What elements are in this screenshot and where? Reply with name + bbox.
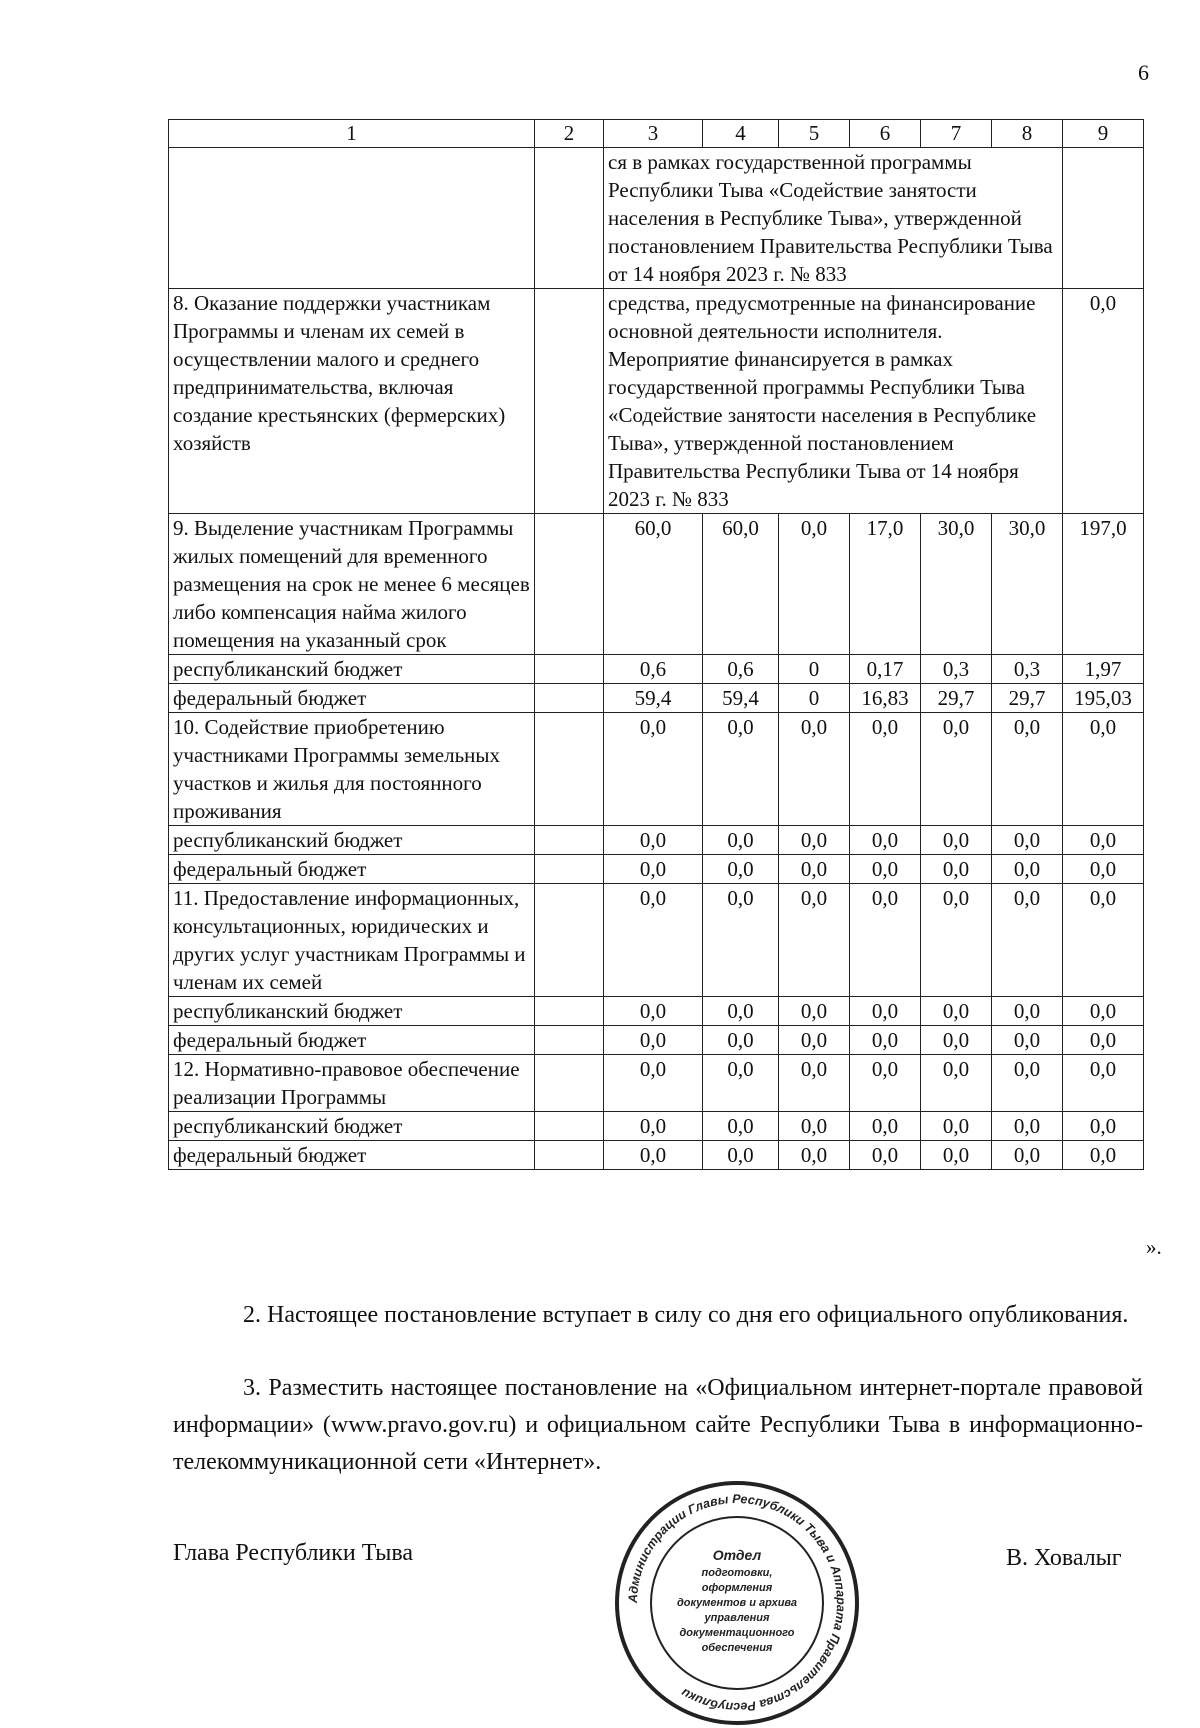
value-cell: 0,0: [921, 855, 992, 884]
data-rows: [169, 514, 1144, 1170]
seal-center-line: оформления: [701, 1582, 773, 1594]
row-label: 10. Содействие приобретению участниками Программы земельных участков и жилья для постоянного проживания: [169, 713, 535, 826]
table-row: [169, 1026, 1144, 1055]
header-cell: 9: [1063, 120, 1144, 148]
value-cell: 0,0: [921, 1055, 992, 1112]
official-seal: [612, 1478, 862, 1728]
value-cell: 0,0: [604, 1026, 703, 1055]
value-cell: 0,6: [604, 655, 703, 684]
value-cell: 0,0: [703, 997, 779, 1026]
value-cell: 0,0: [850, 855, 921, 884]
value-cell: 0,0: [703, 1141, 779, 1170]
total-cell: 0,0: [1063, 289, 1144, 514]
value-cell: 0,0: [921, 713, 992, 826]
table-row: [169, 655, 1144, 684]
header-cell: 2: [535, 120, 604, 148]
value-cell: 0,0: [921, 826, 992, 855]
row-label: республиканский бюджет: [169, 655, 535, 684]
row-label: республиканский бюджет: [169, 1112, 535, 1141]
value-cell: 0,0: [992, 855, 1063, 884]
header-cell: 7: [921, 120, 992, 148]
value-cell: 197,0: [1063, 514, 1144, 655]
value-cell: 0,0: [604, 713, 703, 826]
cell-col2: [535, 1141, 604, 1170]
value-cell: 29,7: [921, 684, 992, 713]
table-row: [169, 289, 1144, 514]
value-cell: 0,0: [850, 1026, 921, 1055]
value-cell: 0,0: [1063, 855, 1144, 884]
value-cell: 0,0: [850, 826, 921, 855]
financing-note: средства, предусмотренные на финансирование основной деятельности исполнителя. Мероприятие финансируется в рамках государственной программы Республики Тыва «Содействие занятости населения в Республике Тыва», утвержденной постановлением Правительства Республики Тыва от 14 ноября 2023 г. № 833: [604, 289, 1063, 514]
header-cell: 6: [850, 120, 921, 148]
value-cell: 0,0: [1063, 997, 1144, 1026]
value-cell: 0: [779, 684, 850, 713]
value-cell: 0,0: [1063, 1055, 1144, 1112]
value-cell: 0,0: [703, 1112, 779, 1141]
table-row: [169, 1112, 1144, 1141]
value-cell: 0,0: [992, 1141, 1063, 1170]
signature-name: В. Ховалыг: [1006, 1545, 1122, 1571]
value-cell: 0: [779, 655, 850, 684]
header-cell: 3: [604, 120, 703, 148]
row-label: [169, 148, 535, 289]
value-cell: 0,0: [921, 884, 992, 997]
value-cell: 0,0: [992, 1055, 1063, 1112]
table-row: [169, 1055, 1144, 1112]
cell-col2: [535, 289, 604, 514]
header-cell: 5: [779, 120, 850, 148]
value-cell: 0,0: [779, 1112, 850, 1141]
table-row: [169, 997, 1144, 1026]
cell-col2: [535, 826, 604, 855]
value-cell: 0,0: [604, 855, 703, 884]
table-row: [169, 1141, 1144, 1170]
table-row: [169, 884, 1144, 997]
value-cell: 0,0: [1063, 1026, 1144, 1055]
value-cell: 0,0: [992, 997, 1063, 1026]
cell-col2: [535, 1026, 604, 1055]
total-cell: [1063, 148, 1144, 289]
value-cell: 0,0: [703, 826, 779, 855]
value-cell: 0,0: [779, 855, 850, 884]
row-label: федеральный бюджет: [169, 1141, 535, 1170]
header-cell: 1: [169, 120, 535, 148]
budget-table: [168, 119, 1144, 1170]
value-cell: 0,0: [779, 1141, 850, 1170]
cell-col2: [535, 514, 604, 655]
value-cell: 0,0: [779, 713, 850, 826]
table-row: [169, 684, 1144, 713]
value-cell: 30,0: [992, 514, 1063, 655]
cell-col2: [535, 655, 604, 684]
table-row: [169, 855, 1144, 884]
value-cell: 0,0: [992, 1112, 1063, 1141]
value-cell: 0,0: [992, 1026, 1063, 1055]
table-row: [169, 713, 1144, 826]
row-label: 12. Нормативно-правовое обеспечение реализации Программы: [169, 1055, 535, 1112]
financing-note: ся в рамках государственной программы Республики Тыва «Содействие занятости населения в Республике Тыва», утвержденной постановлением Правительства Республики Тыва от 14 ноября 2023 г. № 833: [604, 148, 1063, 289]
value-cell: 59,4: [604, 684, 703, 713]
row-label: федеральный бюджет: [169, 1026, 535, 1055]
value-cell: 0,0: [850, 1055, 921, 1112]
value-cell: 195,03: [1063, 684, 1144, 713]
value-cell: 0,0: [1063, 1112, 1144, 1141]
row-label: 8. Оказание поддержки участникам Программы и членам их семей в осуществлении малого и среднего предпринимательства, включая создание крестьянских (фермерских) хозяйств: [169, 289, 535, 514]
paragraph-3-text: 3. Разместить настоящее постановление на «Официальном интернет-портале правовой информации» (www.pravo.gov.ru) и официальном сайте Республики Тыва в информационно-телекоммуникационной сети «Интернет».: [173, 1375, 1143, 1475]
closing-quote: ».: [1146, 1235, 1162, 1259]
value-cell: 0,0: [703, 855, 779, 884]
paragraph-2-text: 2. Настоящее постановление вступает в силу со дня его официального опубликования.: [243, 1302, 1129, 1328]
value-cell: 0,3: [992, 655, 1063, 684]
value-cell: 0,0: [703, 1055, 779, 1112]
value-cell: 0,0: [850, 997, 921, 1026]
table-row: [169, 514, 1144, 655]
page-number: 6: [1138, 60, 1149, 85]
value-cell: 0,0: [779, 997, 850, 1026]
table-row: [169, 826, 1144, 855]
value-cell: 0,0: [604, 1112, 703, 1141]
value-cell: 60,0: [604, 514, 703, 655]
value-cell: 0,0: [921, 1141, 992, 1170]
seal-ring-text: Администрации Главы Республики Тыва и Аппарата Правительства Республики: [625, 1491, 849, 1715]
cell-col2: [535, 884, 604, 997]
row-label: федеральный бюджет: [169, 855, 535, 884]
value-cell: 0,0: [779, 884, 850, 997]
paragraph-3: [173, 1370, 1143, 1481]
value-cell: 0,0: [604, 826, 703, 855]
table-header-row: [169, 120, 1144, 148]
cell-col2: [535, 684, 604, 713]
row-label: республиканский бюджет: [169, 826, 535, 855]
cell-col2: [535, 855, 604, 884]
value-cell: 0,0: [1063, 1141, 1144, 1170]
seal-center-line: документов и архива: [676, 1597, 798, 1609]
seal-center-line: документационного: [679, 1627, 795, 1639]
value-cell: 16,83: [850, 684, 921, 713]
value-cell: 0,0: [921, 997, 992, 1026]
value-cell: 0,0: [779, 514, 850, 655]
value-cell: 0,0: [703, 884, 779, 997]
table-row: [169, 148, 1144, 289]
seal-center-line: подготовки,: [701, 1567, 773, 1579]
value-cell: 0,0: [1063, 884, 1144, 997]
value-cell: 0,17: [850, 655, 921, 684]
cell-col2: [535, 148, 604, 289]
cell-col2: [535, 997, 604, 1026]
seal-center-line: обеспечения: [701, 1642, 773, 1654]
value-cell: 30,0: [921, 514, 992, 655]
value-cell: 0,0: [850, 1141, 921, 1170]
row-label: 11. Предоставление информационных, консультационных, юридических и других услуг участникам Программы и членам их семей: [169, 884, 535, 997]
value-cell: 0,0: [992, 884, 1063, 997]
seal-center-line: управления: [704, 1612, 770, 1624]
value-cell: 0,3: [921, 655, 992, 684]
value-cell: 1,97: [1063, 655, 1144, 684]
value-cell: 17,0: [850, 514, 921, 655]
header-cell: 4: [703, 120, 779, 148]
signature-title: Глава Республики Тыва: [173, 1540, 414, 1566]
cell-col2: [535, 1055, 604, 1112]
value-cell: 0,0: [921, 1112, 992, 1141]
value-cell: 60,0: [703, 514, 779, 655]
value-cell: 59,4: [703, 684, 779, 713]
value-cell: 0,0: [779, 1055, 850, 1112]
value-cell: 0,0: [604, 884, 703, 997]
value-cell: 0,0: [779, 826, 850, 855]
value-cell: 29,7: [992, 684, 1063, 713]
row-label: 9. Выделение участникам Программы жилых помещений для временного размещения на срок не менее 6 месяцев либо компенсация найма жилого помещения на указанный срок: [169, 514, 535, 655]
value-cell: 0,0: [604, 997, 703, 1026]
value-cell: 0,0: [604, 1055, 703, 1112]
header-cell: 8: [992, 120, 1063, 148]
cell-col2: [535, 1112, 604, 1141]
row-label: республиканский бюджет: [169, 997, 535, 1026]
value-cell: 0,0: [992, 713, 1063, 826]
paragraph-2: [173, 1297, 1143, 1334]
value-cell: 0,0: [703, 1026, 779, 1055]
row-label: федеральный бюджет: [169, 684, 535, 713]
value-cell: 0,0: [850, 1112, 921, 1141]
value-cell: 0,0: [703, 713, 779, 826]
value-cell: 0,6: [703, 655, 779, 684]
value-cell: 0,0: [779, 1026, 850, 1055]
value-cell: 0,0: [604, 1141, 703, 1170]
value-cell: 0,0: [1063, 826, 1144, 855]
seal-center-line: Отдел: [712, 1547, 762, 1563]
value-cell: 0,0: [921, 1026, 992, 1055]
value-cell: 0,0: [850, 713, 921, 826]
value-cell: 0,0: [850, 884, 921, 997]
value-cell: 0,0: [1063, 713, 1144, 826]
cell-col2: [535, 713, 604, 826]
value-cell: 0,0: [992, 826, 1063, 855]
